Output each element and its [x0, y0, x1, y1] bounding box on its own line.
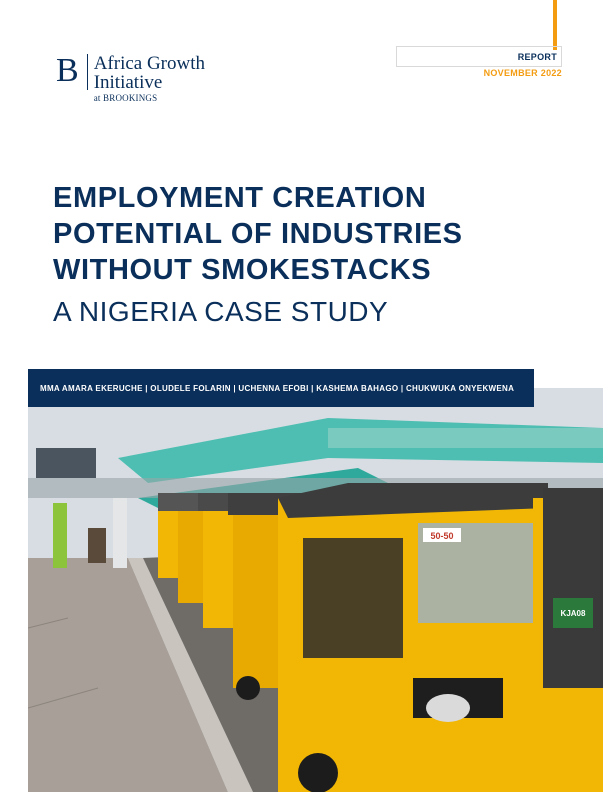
logo-mark: B [56, 54, 88, 90]
title-line-1: EMPLOYMENT CREATION [53, 182, 427, 214]
authors-bar [28, 369, 534, 407]
report-type-label: REPORT [517, 52, 557, 62]
brookings-agi-logo [56, 54, 205, 104]
authors-list: MMA AMARA EKERUCHE | OLUDELE FOLARIN | UCHENNA EFOBI | KASHEMA BAHAGO | CHUKWUKA ONYEKWENA [40, 383, 515, 393]
plate-50-50: 50-50 [430, 531, 454, 541]
report-date: NOVEMBER 2022 [483, 68, 562, 78]
logo-line-1: Africa Growth [93, 53, 206, 74]
orange-accent-rule [553, 0, 557, 50]
report-label-box [396, 46, 562, 67]
plate-kja08: KJA08 [560, 609, 586, 618]
report-title [53, 180, 553, 288]
logo-wordmark [88, 54, 205, 104]
title-line-3: WITHOUT SMOKESTACKS [53, 254, 432, 286]
cover-photo [28, 388, 603, 792]
logo-line-3: at BROOKINGS [93, 93, 158, 103]
tricycle-rank-illustration [28, 388, 603, 792]
report-subtitle: A NIGERIA CASE STUDY [53, 296, 389, 327]
logo-line-2: Initiative [93, 72, 163, 93]
title-line-2: POTENTIAL OF INDUSTRIES [53, 218, 463, 250]
